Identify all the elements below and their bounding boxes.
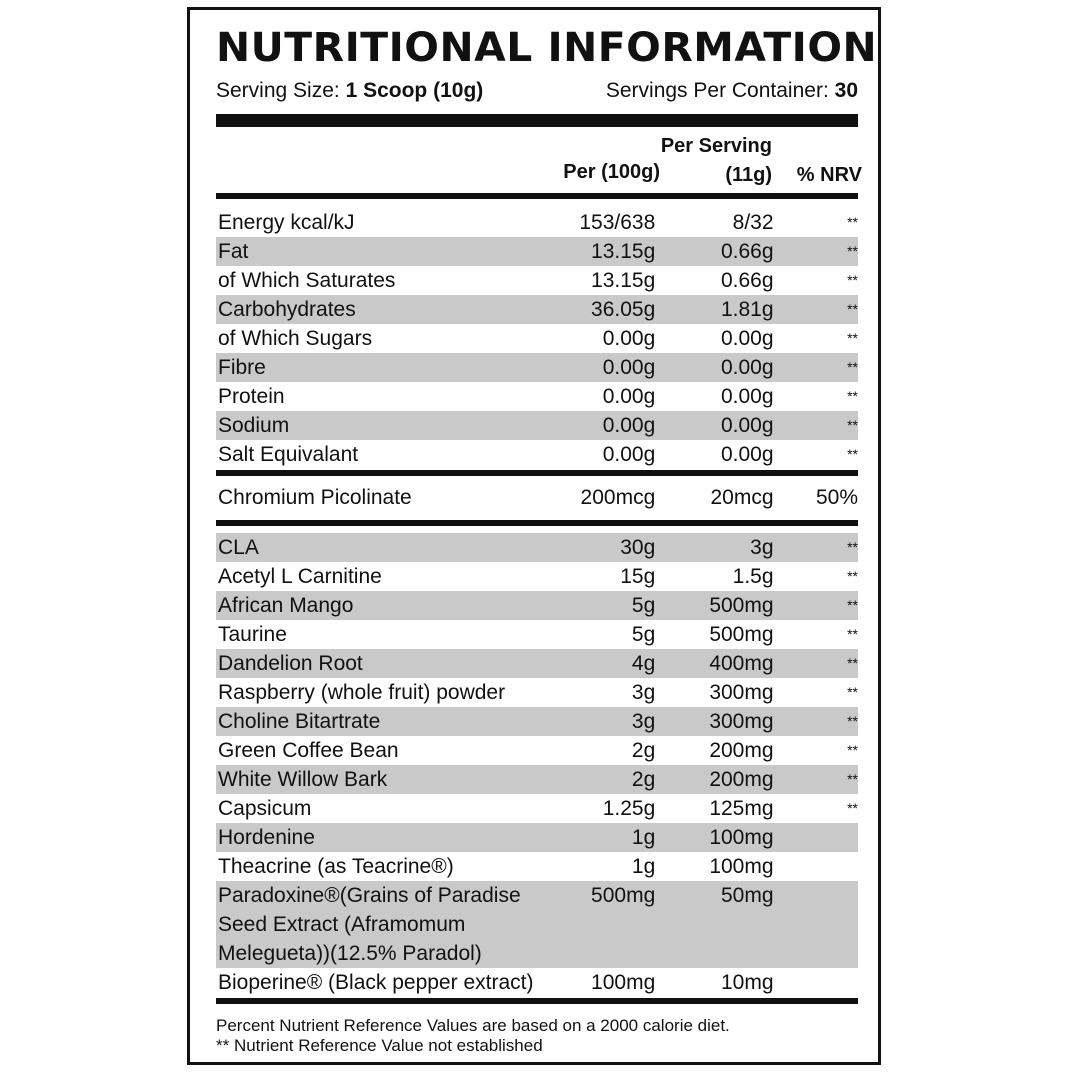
row-serving: 200mg [709,739,774,762]
row-serving: 0.66g [720,269,774,292]
row-per100: 5g [631,594,656,617]
row-serving: 500mg [709,594,774,617]
row-serving: 10mg [721,971,774,994]
row-serving: 0.00g [720,385,774,408]
row-name: Fibre [218,356,266,379]
table-row [216,707,858,736]
row-per100: 2g [631,739,656,762]
row-serving: 0.66g [720,240,774,263]
row-per100: 500mg [591,884,656,907]
row-per100: 1.25g [602,797,656,820]
row-nrv: ** [847,568,858,584]
table-row [216,237,858,266]
row-nrv: ** [847,597,858,613]
row-per100: 1g [631,855,656,878]
row-per100: 2g [631,768,656,791]
table-row [216,533,858,562]
row-per100: 0.00g [602,385,656,408]
nutrition-panel [187,7,881,1065]
table-row [216,649,858,678]
row-serving: 100mg [709,855,774,878]
row-name: Choline Bitartrate [218,710,381,733]
table-row [216,591,858,620]
row-per100: 15g [620,565,656,588]
table-row [216,266,858,295]
serving-info [216,76,858,106]
header-nrv: % NRV [796,164,862,186]
row-name: Paradoxine®(Grains of Paradise Seed Extract (Aframomum Melegueta))(12.5% Paradol) [218,884,521,965]
row-per100: 0.00g [602,327,656,350]
ingredient-rows [216,533,858,997]
table-row [216,353,858,382]
row-name: Acetyl L Carnitine [218,565,382,588]
row-name: Carbohydrates [218,298,356,321]
footer-notes [216,1016,858,1056]
servings-per-container [606,76,858,106]
table-row [216,823,858,852]
serving-size [216,76,483,106]
row-name: Raspberry (whole fruit) powder [218,681,506,704]
table-row [216,208,858,237]
row-nrv: ** [847,417,858,433]
table-row [216,295,858,324]
row-name: African Mango [218,594,354,617]
row-nrv: ** [847,388,858,404]
row-name: Taurine [218,623,287,646]
row-nrv: ** [847,272,858,288]
row-nrv: ** [847,214,858,230]
table-row [216,411,858,440]
row-nrv: ** [847,713,858,729]
row-per100: 1g [631,826,656,849]
row-serving: 0.00g [720,356,774,379]
table-row [216,562,858,591]
row-serving: 8/32 [732,211,774,234]
header-per-serving-size: (11g) [725,164,772,186]
row-serving: 200mg [709,768,774,791]
table-row [216,324,858,353]
row-serving: 1.5g [732,565,774,588]
divider-thick [216,114,858,127]
table-row [216,620,858,649]
row-name: Energy kcal/kJ [218,211,355,234]
row-serving: 3g [750,536,774,559]
row-serving: 400mg [709,652,774,675]
table-row [216,382,858,411]
table-row [216,440,858,469]
row-serving: 0.00g [720,414,774,437]
row-serving: 500mg [709,623,774,646]
row-name: CLA [218,536,259,559]
row-name: Green Coffee Bean [218,739,399,762]
serving-size-label: Serving Size: [216,79,340,102]
divider-header [216,193,858,199]
row-serving: 100mg [709,826,774,849]
footer-line-2: ** Nutrient Reference Value not established [216,1036,543,1055]
row-name: of Which Sugars [218,327,373,350]
row-per100: 153/638 [579,211,656,234]
row-per100: 36.05g [591,298,656,321]
row-nrv: ** [847,655,858,671]
row-per100: 4g [631,652,656,675]
row-name: Dandelion Root [218,652,363,675]
mineral-rows [216,483,858,512]
row-per100: 30g [620,536,656,559]
row-name: Theacrine (as Teacrine®) [218,855,454,878]
divider-mineral [216,520,858,526]
row-name: Bioperine® (Black pepper extract) [218,971,534,994]
row-nrv: ** [847,446,858,462]
row-per100: 3g [631,710,656,733]
table-row [216,881,858,968]
servings-per-container-label: Servings Per Container: [605,79,829,102]
row-per100: 0.00g [602,443,656,466]
row-per100: 0.00g [602,414,656,437]
row-nrv: ** [847,626,858,642]
row-name: Salt Equivalant [218,443,359,466]
table-row [216,736,858,765]
row-nrv: ** [847,301,858,317]
row-name: Protein [218,385,285,408]
header-per-100g: Per (100g) [563,161,660,183]
row-nrv: ** [847,771,858,787]
row-name: Hordenine [218,826,315,849]
footer-line-1: Percent Nutrient Reference Values are based on a 2000 calorie diet. [216,1016,730,1035]
serving-size-value: 1 Scoop (10g) [345,79,484,102]
row-nrv: ** [847,330,858,346]
divider-footer [216,998,858,1004]
row-serving: 0.00g [720,327,774,350]
mineral-nrv: 50% [815,486,858,509]
table-row [216,968,858,997]
row-per100: 0.00g [602,356,656,379]
mineral-row [216,483,858,512]
panel-title: NUTRITIONAL INFORMATION [216,25,878,71]
row-serving: 50mg [721,884,774,907]
row-per100: 5g [631,623,656,646]
row-name: White Willow Bark [218,768,388,791]
row-serving: 125mg [709,797,774,820]
divider-nutrients [216,470,858,476]
row-nrv: ** [847,243,858,259]
mineral-name: Chromium Picolinate [218,486,412,509]
table-row [216,852,858,881]
table-row [216,765,858,794]
row-name: of Which Saturates [218,269,396,292]
row-serving: 300mg [709,681,774,704]
row-per100: 3g [631,681,656,704]
servings-per-container-value: 30 [834,79,858,102]
table-row [216,794,858,823]
row-serving: 300mg [709,710,774,733]
row-per100: 100mg [591,971,656,994]
mineral-serving: 20mcg [710,486,774,509]
row-per100: 13.15g [591,269,656,292]
row-name: Capsicum [218,797,312,820]
header-per-serving: Per Serving [660,135,772,157]
row-nrv: ** [847,742,858,758]
row-nrv: ** [847,539,858,555]
mineral-per100: 200mcg [580,486,656,509]
row-serving: 0.00g [720,443,774,466]
row-nrv: ** [847,359,858,375]
row-name: Fat [218,240,249,263]
row-nrv: ** [847,684,858,700]
table-row [216,678,858,707]
row-serving: 1.81g [720,298,774,321]
nutrient-rows [216,208,858,469]
row-name: Sodium [218,414,290,437]
row-per100: 13.15g [591,240,656,263]
row-nrv: ** [847,800,858,816]
